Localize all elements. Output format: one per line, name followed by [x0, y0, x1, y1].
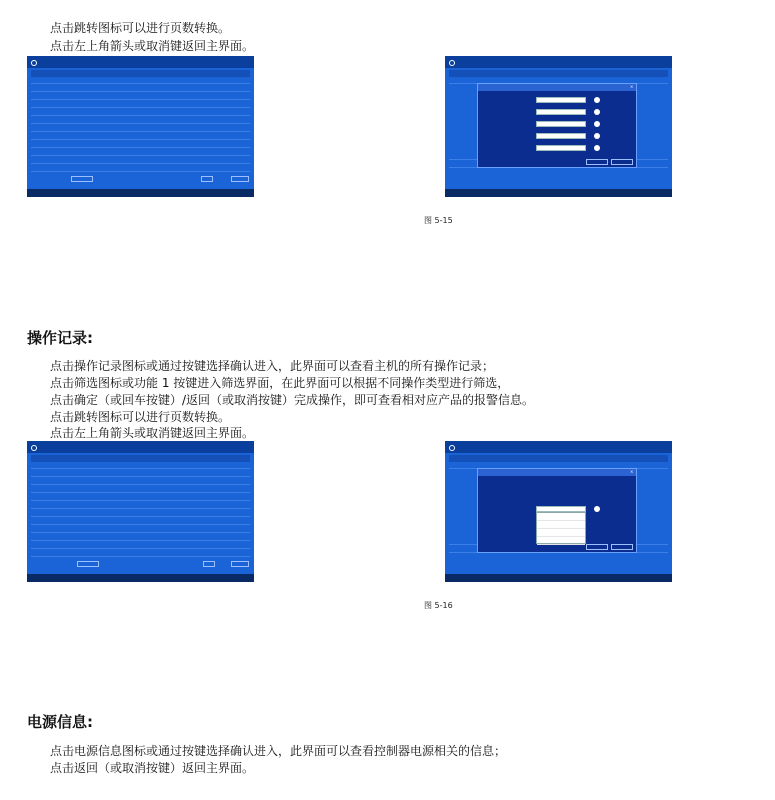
confirm-button	[586, 159, 608, 165]
cancel-button	[611, 544, 633, 550]
table-row	[31, 534, 250, 541]
jump-button	[231, 561, 249, 567]
screen-title	[31, 444, 39, 452]
dropdown-option	[537, 537, 585, 545]
intro-line-1: 点击跳转图标可以进行页数转换。	[50, 21, 231, 35]
table-row	[31, 117, 250, 124]
screen-title-bar	[27, 56, 254, 68]
dropdown-option	[537, 529, 585, 537]
screen-title	[449, 59, 457, 67]
table-row	[31, 494, 250, 501]
screen-title	[449, 444, 457, 452]
back-arrow-icon	[31, 445, 37, 451]
screen-title-bar	[445, 441, 672, 453]
table-row	[31, 502, 250, 509]
filter-field-5	[536, 145, 586, 151]
jump-button	[231, 176, 249, 182]
status-bar	[445, 574, 672, 582]
table-row	[31, 165, 250, 172]
screenshot-fault-records	[27, 56, 254, 197]
table-header	[449, 455, 668, 462]
operation-line-3: 点击确定（或回车按键）/返回（或取消按键）完成操作，即可查看相对应产品的报警信息。	[50, 393, 535, 407]
table-row	[31, 486, 250, 493]
screenshot-fault-records-filter	[445, 56, 672, 197]
operation-type-dropdown	[536, 512, 586, 544]
filter-dialog	[477, 468, 637, 553]
status-bar	[27, 574, 254, 582]
table-row	[31, 133, 250, 140]
page-input	[203, 561, 215, 567]
pager	[31, 559, 250, 569]
close-icon: ×	[630, 84, 634, 89]
dropdown-option	[537, 521, 585, 529]
dialog-header	[478, 469, 636, 476]
filter-field-1	[536, 97, 586, 103]
table-row	[31, 141, 250, 148]
filter-field-2	[536, 109, 586, 115]
back-arrow-icon	[31, 60, 37, 66]
intro-line-2: 点击左上角箭头或取消键返回主界面。	[50, 39, 255, 53]
table-header	[31, 70, 250, 77]
table-header	[449, 70, 668, 77]
dropdown-option	[537, 513, 585, 521]
confirm-button	[586, 544, 608, 550]
table-row	[31, 93, 250, 100]
screen-title	[31, 59, 39, 67]
table-row	[31, 149, 250, 156]
screenshot-operation-records	[27, 441, 254, 582]
power-line-2: 点击返回（或取消按键）返回主界面。	[50, 761, 255, 775]
table-row	[31, 550, 250, 557]
heading-operation-records: 操作记录:	[27, 329, 93, 347]
table-row	[31, 462, 250, 469]
dialog-header	[478, 84, 636, 91]
table-row	[31, 518, 250, 525]
screenshot-operation-filter	[445, 441, 672, 582]
table-row	[31, 125, 250, 132]
toggle-knob	[594, 506, 600, 512]
pager	[31, 174, 250, 184]
close-icon: ×	[630, 469, 634, 474]
back-arrow-icon	[449, 445, 455, 451]
filter-dialog	[477, 83, 637, 168]
table-header	[31, 455, 250, 462]
table-row	[31, 85, 250, 92]
toggle-knob	[594, 97, 600, 103]
operation-line-4: 点击跳转图标可以进行页数转换。	[50, 410, 231, 424]
table-row	[31, 157, 250, 164]
power-line-1: 点击电源信息图标或通过按键选择确认进入，此界面可以查看控制器电源相关的信息；	[50, 744, 507, 758]
table-row	[31, 109, 250, 116]
toggle-knob	[594, 109, 600, 115]
table-row	[31, 478, 250, 485]
screen-title-bar	[445, 56, 672, 68]
toggle-knob	[594, 145, 600, 151]
operation-line-1: 点击操作记录图标或通过按键选择确认进入，此界面可以查看主机的所有操作记录；	[50, 359, 495, 373]
back-arrow-icon	[449, 60, 455, 66]
figure-caption-5-15: 图 5-15	[424, 216, 453, 225]
heading-power-info: 电源信息:	[27, 713, 93, 731]
screen-title-bar	[27, 441, 254, 453]
toggle-knob	[594, 133, 600, 139]
table-row	[31, 77, 250, 84]
table-row	[31, 542, 250, 549]
filter-field-3	[536, 121, 586, 127]
table-row	[31, 101, 250, 108]
operation-line-5: 点击左上角箭头或取消键返回主界面。	[50, 426, 255, 440]
status-bar	[445, 189, 672, 197]
filter-button	[71, 176, 93, 182]
table-row	[31, 470, 250, 477]
operation-line-2: 点击筛选图标或功能 1 按键进入筛选界面，在此界面可以根据不同操作类型进行筛选，	[50, 376, 510, 390]
cancel-button	[611, 159, 633, 165]
table-row	[31, 510, 250, 517]
filter-field-4	[536, 133, 586, 139]
filter-button	[77, 561, 99, 567]
figure-caption-5-16: 图 5-16	[424, 601, 453, 610]
table-row	[31, 526, 250, 533]
page-input	[201, 176, 213, 182]
toggle-knob	[594, 121, 600, 127]
status-bar	[27, 189, 254, 197]
